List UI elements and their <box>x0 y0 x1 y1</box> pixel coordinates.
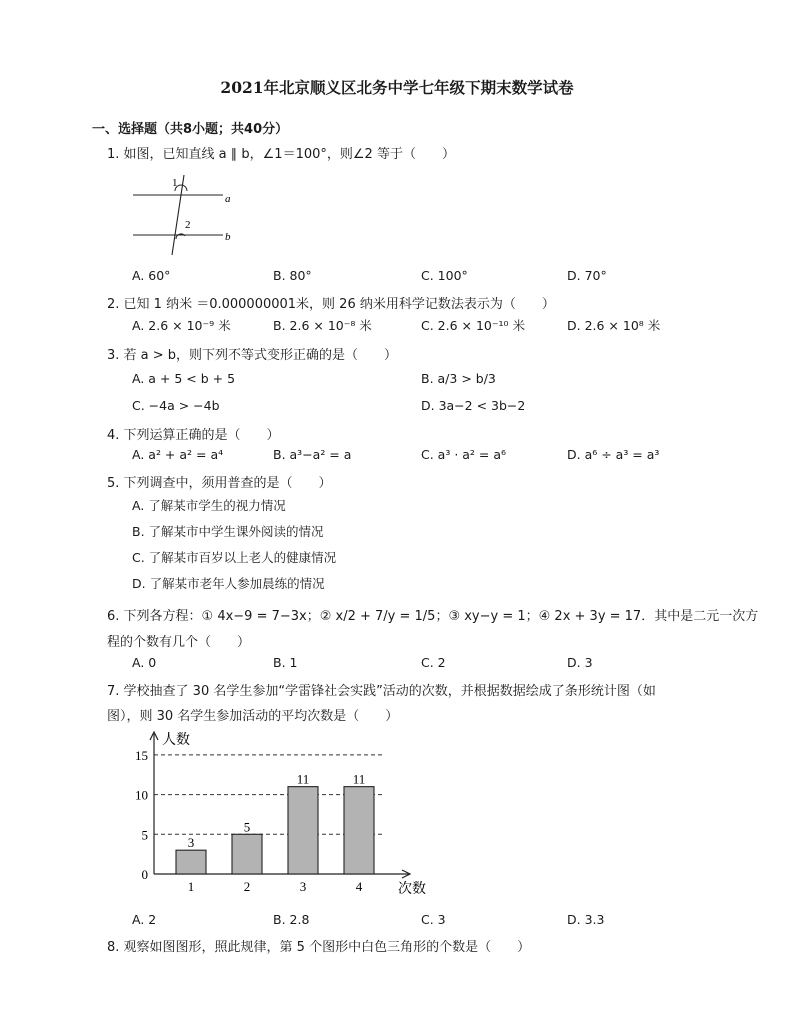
bar-data-label-4: 11 <box>352 771 366 787</box>
y-tick-label-0: 0 <box>141 867 148 882</box>
question-4-stem: 4. 下列运算正确的是（ ） <box>107 428 280 443</box>
q5-option-c: C. 了解某市百岁以上老人的健康情况 <box>132 550 337 565</box>
q4-option-c: C. a³ · a² = a⁶ <box>421 447 507 462</box>
question-6-stem-line1: 6. 下列各方程：① 4x−9 = 7−3x；② x/2 + 7/y = 1/5；③ xy−y = 1；④ 2x + 3y = 17．其中是二元一次方 <box>107 609 759 624</box>
q4-option-a: A. a² + a² = a⁴ <box>132 447 224 462</box>
exam-title: 2021年北京顺义区北务中学七年级下期末数学试卷 <box>220 78 574 97</box>
q3-option-d: D. 3a−2 < 3b−2 <box>421 398 526 413</box>
bar-4 <box>344 787 374 874</box>
question-7-stem-line2: 图），则 30 名学生参加活动的平均次数是（ ） <box>107 709 399 724</box>
q1-option-d: D. 70° <box>567 268 607 283</box>
q2-option-a: A. 2.6 × 10⁻⁹ 米 <box>132 318 231 333</box>
question-6-stem-line2: 程的个数有几个（ ） <box>107 635 251 650</box>
q3-option-a: A. a + 5 < b + 5 <box>132 371 236 386</box>
bar-data-label-1: 3 <box>187 835 195 851</box>
bar-2 <box>232 834 262 874</box>
q7-option-b: B. 2.8 <box>273 912 310 927</box>
bar-data-label-3: 11 <box>296 771 310 787</box>
question-2-stem: 2. 已知 1 纳米 ＝0.000000001米，则 26 纳米用科学记数法表示为（ ） <box>107 297 555 312</box>
line-a-label: a <box>225 193 231 205</box>
section-heading: 一、选择题（共8小题；共40分） <box>92 122 289 137</box>
q2-option-b: B. 2.6 × 10⁻⁸ 米 <box>273 318 372 333</box>
bar-1 <box>176 850 206 874</box>
bar-data-label-2: 5 <box>243 819 251 835</box>
q3-option-c: C. −4a > −4b <box>132 398 220 413</box>
question-5-stem: 5. 下列调查中，须用普查的是（ ） <box>107 476 332 491</box>
x-tick-label-1: 1 <box>187 879 195 894</box>
q5-option-a: A. 了解某市学生的视力情况 <box>132 498 286 513</box>
x-tick-label-2: 2 <box>243 879 251 894</box>
angle-1-label: 1 <box>172 177 178 189</box>
angle-2-label: 2 <box>185 219 191 231</box>
parallel-lines-figure <box>128 170 238 260</box>
x-tick-label-4: 4 <box>355 879 363 894</box>
y-axis-label: 人数 <box>162 733 190 748</box>
q5-option-d: D. 了解某市老年人参加晨练的情况 <box>132 576 325 591</box>
y-tick-label-10: 10 <box>135 787 148 803</box>
q6-option-b: B. 1 <box>273 655 298 670</box>
q2-option-d: D. 2.6 × 10⁸ 米 <box>567 318 661 333</box>
bar-chart <box>118 726 426 901</box>
q7-option-c: C. 3 <box>421 912 446 927</box>
q7-option-a: A. 2 <box>132 912 157 927</box>
q7-option-d: D. 3.3 <box>567 912 605 927</box>
q6-option-c: C. 2 <box>421 655 446 670</box>
question-3-stem: 3. 若 a > b，则下列不等式变形正确的是（ ） <box>107 348 398 363</box>
y-tick-label-5: 5 <box>141 827 148 843</box>
x-axis-label: 次数 <box>398 882 426 897</box>
q2-option-c: C. 2.6 × 10⁻¹⁰ 米 <box>421 318 525 333</box>
question-7-stem-line1: 7. 学校抽查了 30 名学生参加“学雷锋社会实践”活动的次数，并根据数据绘成了条形统计图（如 <box>107 684 656 699</box>
x-tick-label-3: 3 <box>299 879 307 894</box>
q1-option-b: B. 80° <box>273 268 312 283</box>
y-tick-label-15: 15 <box>135 747 148 763</box>
q6-option-a: A. 0 <box>132 655 157 670</box>
q5-option-b: B. 了解某市中学生课外阅读的情况 <box>132 524 324 539</box>
q1-option-c: C. 100° <box>421 268 468 283</box>
q3-option-b: B. a/3 > b/3 <box>421 371 496 386</box>
line-b-label: b <box>225 231 231 243</box>
q4-option-b: B. a³−a² = a <box>273 447 352 462</box>
q6-option-d: D. 3 <box>567 655 593 670</box>
q4-option-d: D. a⁶ ÷ a³ = a³ <box>567 447 660 462</box>
question-1-stem: 1. 如图，已知直线 a ∥ b，∠1＝100°，则∠2 等于（ ） <box>107 147 455 162</box>
bar-3 <box>288 787 318 874</box>
question-8-stem: 8. 观察如图图形，照此规律，第 5 个图形中白色三角形的个数是（ ） <box>107 940 531 955</box>
q1-option-a: A. 60° <box>132 268 171 283</box>
